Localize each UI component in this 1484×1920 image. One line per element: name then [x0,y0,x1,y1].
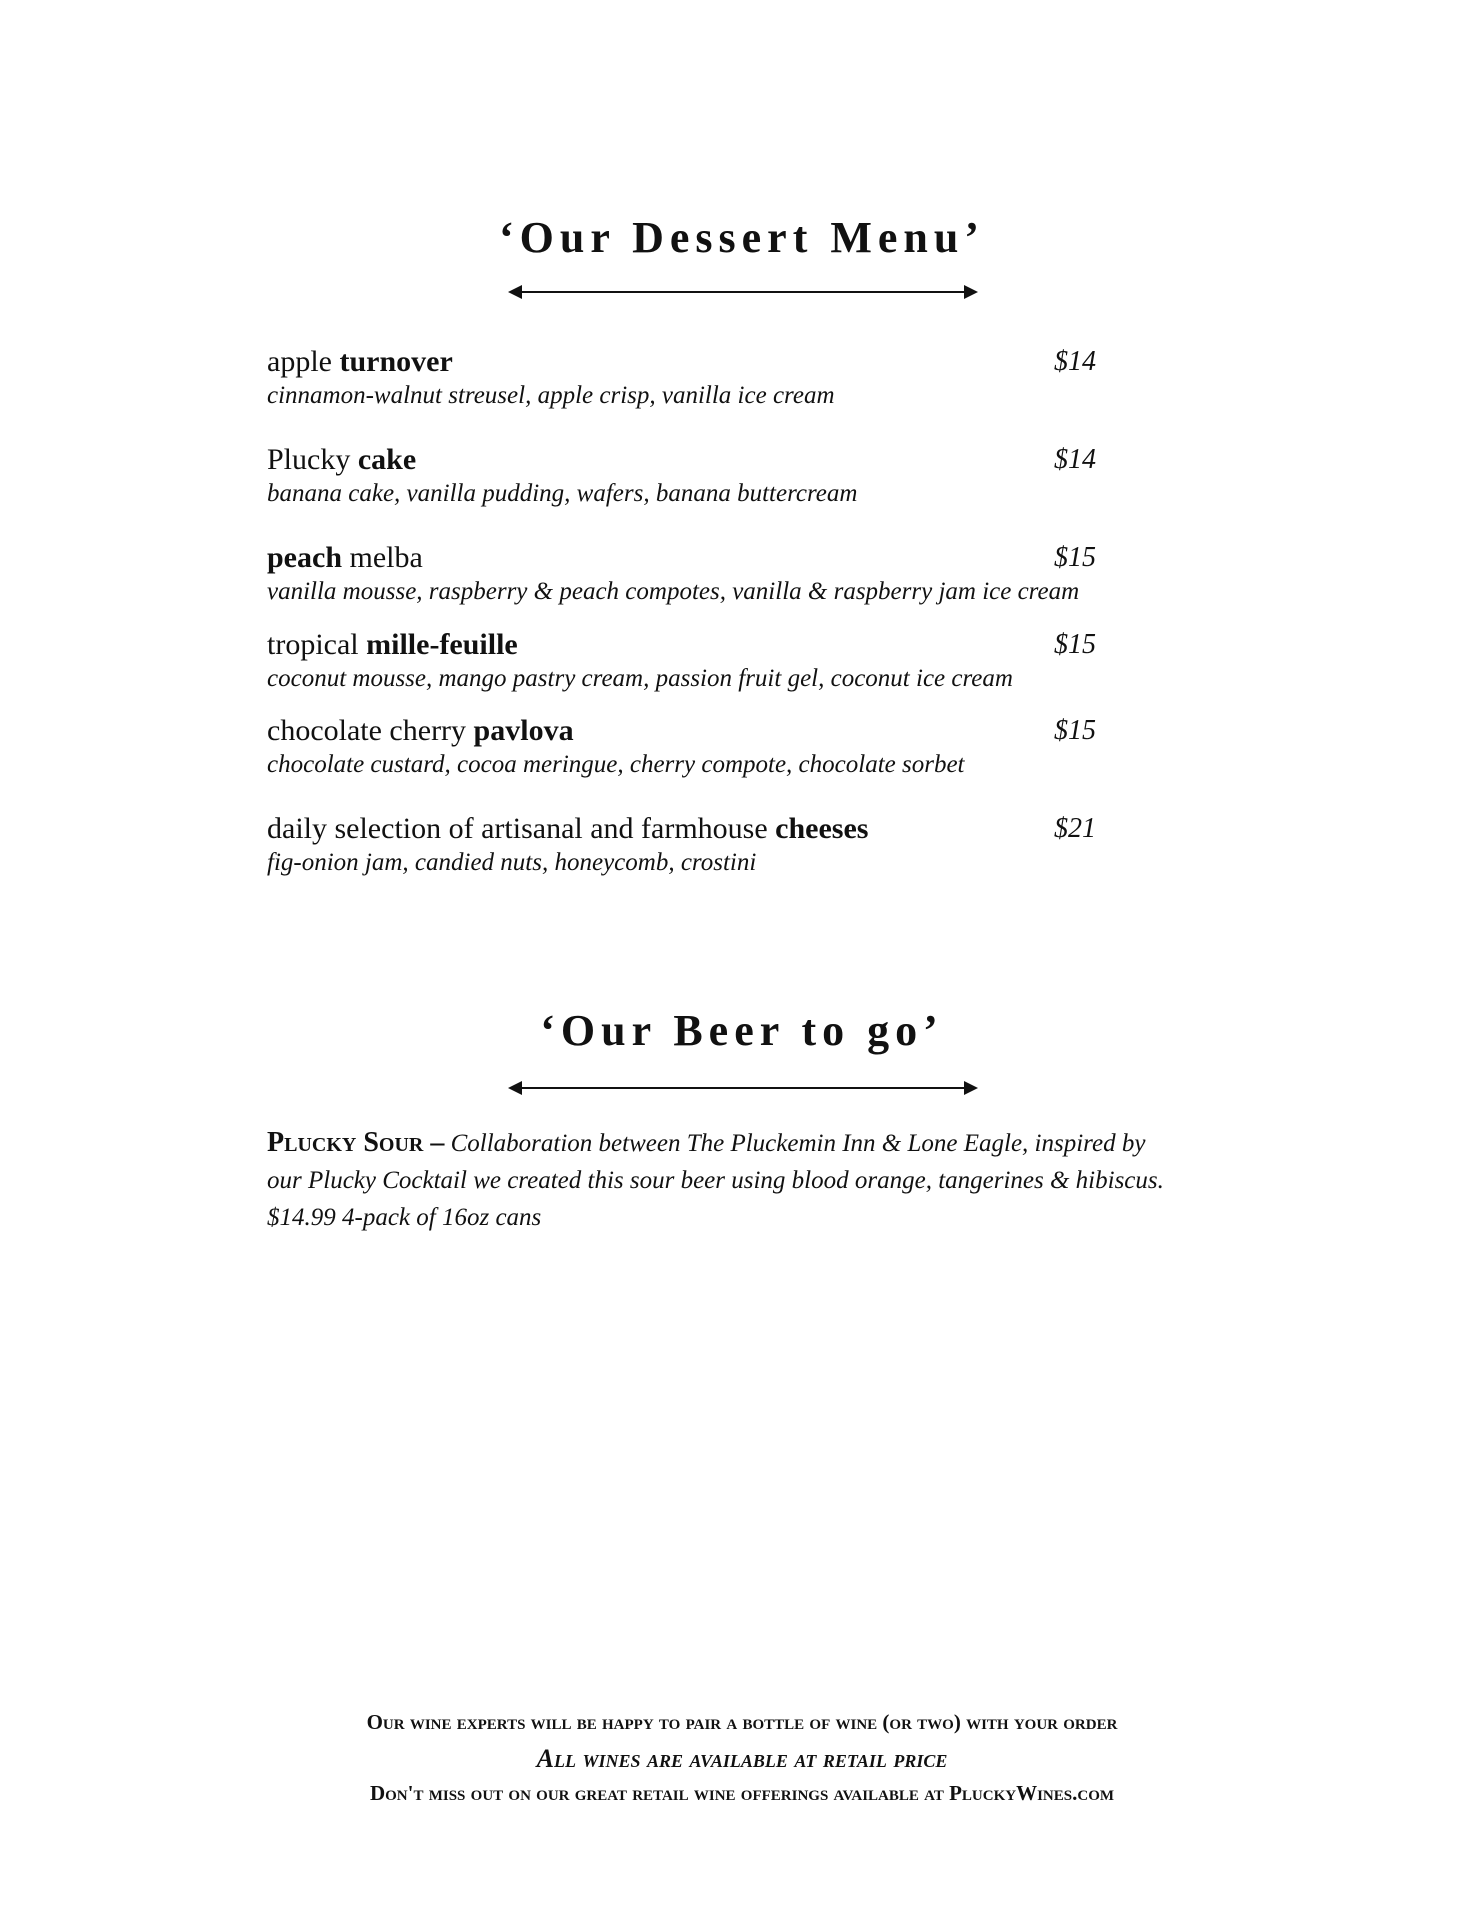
footer-website-note: Don't miss out on our great retail wine offerings available at PluckyWines.com [369,1781,1115,1805]
menu-item-peach-melba [267,540,1167,608]
item-description: chocolate custard, cocoa meringue, cherry compote, chocolate sorbet [267,751,965,778]
item-price: $15 [1054,629,1096,660]
menu-item-chocolate-cherry-pavlova [267,713,1167,781]
item-name: Plucky cake [267,443,417,476]
footer-retail-price-note: All wines are available at retail price [536,1744,948,1773]
item-description: fig-onion jam, candied nuts, honeycomb, crostini [267,849,757,876]
dessert-menu-title: ‘Our Dessert Menu’ [499,213,985,262]
item-price: $14 [1054,346,1096,377]
footer-wine-pairing-note: Our wine experts will be happy to pair a bottle of wine (or two) with your order [366,1710,1118,1734]
menu-item-plucky-cake [267,442,1167,510]
item-description: coconut mousse, mango pastry cream, passion fruit gel, coconut ice cream [267,665,1013,692]
item-price: $21 [1054,813,1096,844]
beer-item-price: $14.99 4-pack of 16oz cans [267,1204,542,1231]
double-arrow-divider [508,282,978,302]
item-name: apple turnover [267,345,453,378]
item-price: $15 [1054,715,1096,746]
double-arrow-divider [508,1078,978,1098]
menu-item-apple-turnover [267,344,1167,412]
beer-item-description-line-2: our Plucky Cocktail we created this sour beer using blood orange, tangerines & hibiscus. [267,1167,1164,1194]
menu-item-tropical-mille-feuille [267,627,1167,695]
item-name: tropical mille-feuille [267,628,518,661]
item-name: daily selection of artisanal and farmhouse cheeses [267,812,869,845]
menu-item-cheeses [267,811,1167,879]
item-name: peach melba [267,541,423,574]
item-name: chocolate cherry pavlova [267,714,574,747]
beer-menu-title: ‘Our Beer to go’ [540,1006,944,1055]
item-description: banana cake, vanilla pudding, wafers, banana buttercream [267,480,858,507]
item-description: cinnamon-walnut streusel, apple crisp, vanilla ice cream [267,382,835,409]
beer-item-plucky-sour [267,1124,1267,1236]
item-description: vanilla mousse, raspberry & peach compotes, vanilla & raspberry jam ice cream [267,578,1080,605]
beer-item-description-line-1: Collaboration between The Pluckemin Inn & Lone Eagle, inspired by [450,1130,1146,1157]
item-price: $14 [1054,444,1096,475]
beer-item-label: Plucky Sour – [267,1127,445,1158]
item-price: $15 [1054,542,1096,573]
